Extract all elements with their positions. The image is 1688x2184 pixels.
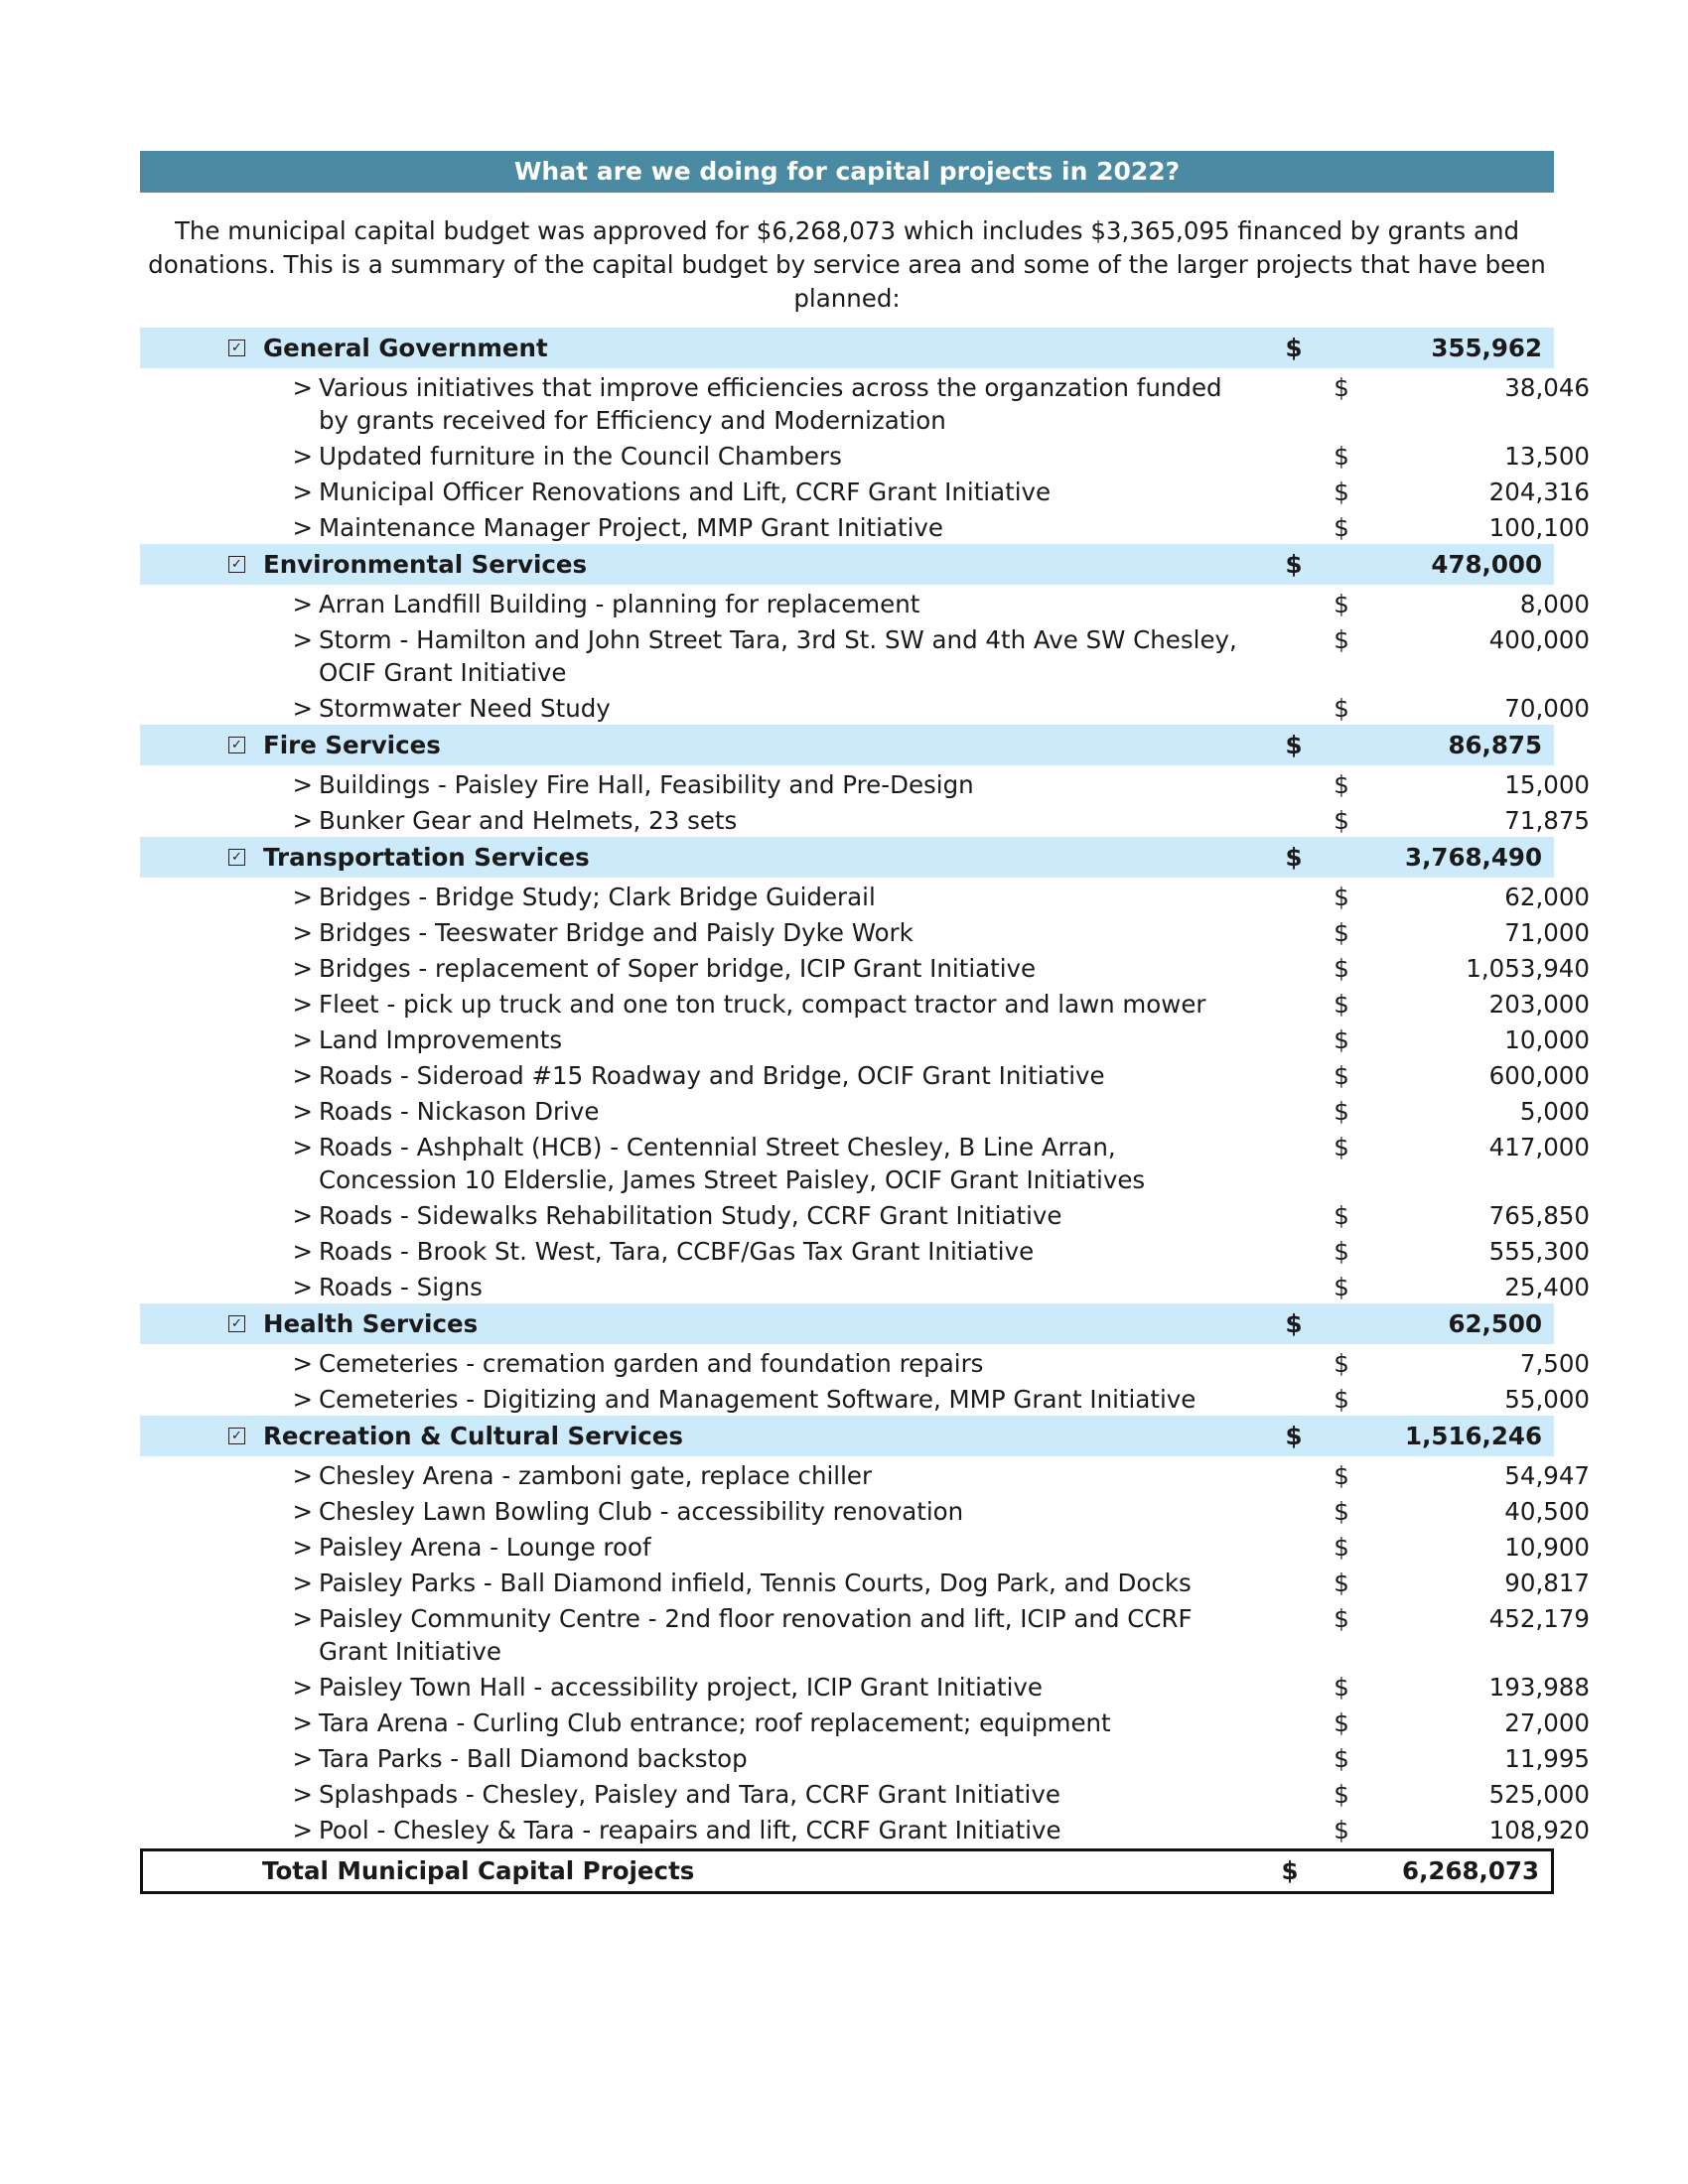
project-description: Bridges - Bridge Study; Clark Bridge Guiderail: [319, 883, 876, 911]
project-amount: 555,300: [1488, 1237, 1590, 1266]
project-amount: 525,000: [1488, 1780, 1590, 1809]
project-description: Fleet - pick up truck and one ton truck, compact tractor and lawn mower: [319, 990, 1206, 1019]
project-amount: 40,500: [1504, 1497, 1590, 1526]
project-row: [140, 473, 1590, 508]
project-row: [140, 1196, 1590, 1232]
total-spacer: [143, 1851, 262, 1892]
currency-symbol: $: [1334, 990, 1349, 1019]
intro-paragraph: The municipal capital budget was approved for $6,268,073 which includes $3,365,095 financed by grants and donations. This is a summary of the capital budget by service area and some of the larger projects that have been planned:: [148, 216, 1546, 313]
checkbox-icon: ✓: [228, 737, 245, 753]
project-description: Roads - Sidewalks Rehabilitation Study, CCRF Grant Initiative: [319, 1201, 1062, 1230]
category-amount: 1,516,246: [1405, 1422, 1542, 1450]
bullet-icon: >: [292, 990, 313, 1019]
bullet-icon: >: [292, 1133, 313, 1161]
currency-symbol: $: [1334, 770, 1349, 799]
currency-symbol: $: [1334, 1237, 1349, 1266]
currency-symbol: $: [1334, 954, 1349, 983]
bullet-icon: >: [292, 478, 313, 506]
project-row: [140, 1492, 1590, 1528]
category-row: [140, 328, 1554, 368]
currency-symbol: $: [1334, 1273, 1349, 1301]
bullet-icon: >: [292, 1673, 313, 1702]
project-description: Paisley Community Centre - 2nd floor renovation and lift, ICIP and CCRF Grant Initiative: [319, 1604, 1193, 1666]
project-description: Buildings - Paisley Fire Hall, Feasibility and Pre-Design: [319, 770, 974, 799]
category-row: [140, 1303, 1554, 1344]
project-amount: 15,000: [1504, 770, 1590, 799]
project-description: Municipal Officer Renovations and Lift, CCRF Grant Initiative: [319, 478, 1052, 506]
currency-symbol: $: [1334, 1673, 1349, 1702]
project-amount: 108,920: [1488, 1816, 1590, 1844]
bullet-icon: >: [292, 1744, 313, 1773]
bullet-icon: >: [292, 806, 313, 835]
checkbox-cell: [140, 544, 263, 585]
project-amount: 7,500: [1519, 1349, 1590, 1378]
checkbox-icon: ✓: [228, 1428, 245, 1444]
project-amount: 54,947: [1504, 1461, 1590, 1490]
page-title: What are we doing for capital projects in 2022?: [140, 151, 1554, 193]
project-row: [140, 1775, 1590, 1811]
project-amount: 10,000: [1504, 1025, 1590, 1054]
total-row: [140, 1848, 1554, 1894]
currency-symbol: $: [1334, 1533, 1349, 1562]
currency-symbol: $: [1285, 550, 1303, 579]
bullet-icon: >: [292, 1780, 313, 1809]
project-amount: 11,995: [1504, 1744, 1590, 1773]
bullet-icon: >: [292, 1497, 313, 1526]
bullet-icon: >: [292, 1201, 313, 1230]
project-amount: 8,000: [1519, 590, 1590, 618]
project-description: Chesley Lawn Bowling Club - accessibility renovation: [319, 1497, 964, 1526]
project-row: [140, 585, 1590, 620]
currency-symbol: $: [1334, 625, 1349, 654]
checkbox-icon: ✓: [228, 849, 245, 866]
category-label: Fire Services: [263, 731, 441, 759]
category-amount: 86,875: [1448, 731, 1542, 759]
project-description: Chesley Arena - zamboni gate, replace chiller: [319, 1461, 873, 1490]
project-amount: 71,000: [1504, 918, 1590, 947]
category-amount: 478,000: [1431, 550, 1542, 579]
project-amount: 203,000: [1488, 990, 1590, 1019]
bullet-icon: >: [292, 1569, 313, 1597]
bullet-icon: >: [292, 1533, 313, 1562]
category-amount: 355,962: [1431, 334, 1542, 362]
project-description: Storm - Hamilton and John Street Tara, 3rd St. SW and 4th Ave SW Chesley, OCIF Grant Initiative: [319, 625, 1237, 687]
checkbox-icon: ✓: [228, 556, 245, 573]
project-description: Various initiatives that improve efficiencies across the organzation funded by grants received for Efficiency and Modernization: [319, 373, 1222, 435]
bullet-icon: >: [292, 1349, 313, 1378]
currency-symbol: $: [1334, 1816, 1349, 1844]
project-amount: 90,817: [1504, 1569, 1590, 1597]
project-row: [140, 985, 1590, 1021]
project-amount: 193,988: [1488, 1673, 1590, 1702]
currency-symbol: $: [1334, 513, 1349, 542]
project-description: Arran Landfill Building - planning for replacement: [319, 590, 920, 618]
currency-symbol: $: [1334, 1097, 1349, 1126]
project-description: Paisley Parks - Ball Diamond infield, Tennis Courts, Dog Park, and Docks: [319, 1569, 1192, 1597]
project-row: [140, 1599, 1590, 1668]
project-row: [140, 878, 1590, 913]
project-row: [140, 913, 1590, 949]
currency-symbol: $: [1334, 1061, 1349, 1090]
project-row: [140, 437, 1590, 473]
project-row: [140, 1056, 1590, 1092]
project-amount: 62,000: [1504, 883, 1590, 911]
project-amount: 417,000: [1488, 1133, 1590, 1161]
currency-symbol: $: [1334, 1201, 1349, 1230]
total-label: Total Municipal Capital Projects: [262, 1856, 695, 1885]
checkbox-cell: [140, 1303, 263, 1344]
currency-symbol: $: [1334, 1461, 1349, 1490]
currency-symbol: $: [1285, 334, 1303, 362]
project-amount: 100,100: [1488, 513, 1590, 542]
currency-symbol: $: [1285, 731, 1303, 759]
bullet-icon: >: [292, 1385, 313, 1414]
project-row: [140, 689, 1590, 725]
project-row: [140, 1232, 1590, 1268]
project-description: Pool - Chesley & Tara - reapairs and lift, CCRF Grant Initiative: [319, 1816, 1061, 1844]
bullet-icon: >: [292, 442, 313, 471]
project-row: [140, 1021, 1590, 1056]
bullet-icon: >: [292, 373, 313, 402]
project-description: Roads - Signs: [319, 1273, 483, 1301]
bullet-icon: >: [292, 954, 313, 983]
currency-symbol: $: [1285, 1422, 1303, 1450]
currency-symbol: $: [1334, 373, 1349, 402]
category-label: Health Services: [263, 1309, 479, 1338]
project-row: [140, 1739, 1590, 1775]
project-row: [140, 949, 1590, 985]
bullet-icon: >: [292, 1708, 313, 1737]
project-description: Bridges - Teeswater Bridge and Paisly Dyke Work: [319, 918, 914, 947]
category-amount: 62,500: [1448, 1309, 1542, 1338]
checkbox-icon: ✓: [228, 1315, 245, 1332]
project-row: [140, 1268, 1590, 1303]
project-amount: 204,316: [1488, 478, 1590, 506]
project-description: Roads - Ashphalt (HCB) - Centennial Street Chesley, B Line Arran, Concession 10 Elderslie, James Street Paisley, OCIF Grant Initiatives: [319, 1133, 1146, 1194]
bullet-icon: >: [292, 513, 313, 542]
category-label: Environmental Services: [263, 550, 588, 579]
currency-symbol: $: [1334, 806, 1349, 835]
bullet-icon: >: [292, 1025, 313, 1054]
project-amount: 765,850: [1488, 1201, 1590, 1230]
category-row: [140, 544, 1554, 585]
currency-symbol: $: [1334, 1497, 1349, 1526]
currency-symbol: $: [1334, 1604, 1349, 1633]
currency-symbol: $: [1334, 694, 1349, 723]
project-description: Cemeteries - Digitizing and Management Software, MMP Grant Initiative: [319, 1385, 1196, 1414]
currency-symbol: $: [1334, 1133, 1349, 1161]
project-row: [140, 368, 1590, 437]
project-row: [140, 1380, 1590, 1416]
project-description: Tara Arena - Curling Club entrance; roof replacement; equipment: [319, 1708, 1111, 1737]
project-amount: 13,500: [1504, 442, 1590, 471]
project-amount: 71,875: [1504, 806, 1590, 835]
project-row: [140, 1344, 1590, 1380]
currency-symbol: $: [1334, 1349, 1349, 1378]
category-row: [140, 837, 1554, 878]
checkbox-icon: ✓: [228, 340, 245, 356]
project-amount: 70,000: [1504, 694, 1590, 723]
project-description: Cemeteries - cremation garden and foundation repairs: [319, 1349, 984, 1378]
project-row: [140, 1564, 1590, 1599]
currency-symbol: $: [1334, 442, 1349, 471]
currency-symbol: $: [1285, 843, 1303, 872]
project-description: Bunker Gear and Helmets, 23 sets: [319, 806, 738, 835]
bullet-icon: >: [292, 883, 313, 911]
bullet-icon: >: [292, 770, 313, 799]
bullet-icon: >: [292, 1461, 313, 1490]
project-row: [140, 1668, 1590, 1704]
bullet-icon: >: [292, 1816, 313, 1844]
project-description: Paisley Arena - Lounge roof: [319, 1533, 651, 1562]
currency-symbol: $: [1334, 1569, 1349, 1597]
capital-projects-page: [140, 151, 1590, 1894]
project-description: Stormwater Need Study: [319, 694, 611, 723]
project-row: [140, 1704, 1590, 1739]
project-description: Roads - Nickason Drive: [319, 1097, 600, 1126]
project-row: [140, 1528, 1590, 1564]
bullet-icon: >: [292, 918, 313, 947]
project-amount: 452,179: [1488, 1604, 1590, 1633]
bullet-icon: >: [292, 1273, 313, 1301]
project-row: [140, 1092, 1590, 1128]
currency-symbol: $: [1281, 1856, 1299, 1885]
currency-symbol: $: [1334, 883, 1349, 911]
currency-symbol: $: [1334, 1025, 1349, 1054]
project-row: [140, 620, 1590, 689]
currency-symbol: $: [1334, 1708, 1349, 1737]
project-description: Land Improvements: [319, 1025, 563, 1054]
project-description: Updated furniture in the Council Chambers: [319, 442, 842, 471]
project-description: Tara Parks - Ball Diamond backstop: [319, 1744, 748, 1773]
project-description: Roads - Sideroad #15 Roadway and Bridge, OCIF Grant Initiative: [319, 1061, 1105, 1090]
project-amount: 5,000: [1519, 1097, 1590, 1126]
total-amount: 6,268,073: [1402, 1856, 1539, 1885]
project-row: [140, 801, 1590, 837]
bullet-icon: >: [292, 625, 313, 654]
checkbox-cell: [140, 1416, 263, 1456]
category-label: Transportation Services: [263, 843, 590, 872]
project-amount: 25,400: [1504, 1273, 1590, 1301]
category-row: [140, 725, 1554, 765]
project-row: [140, 1456, 1590, 1492]
project-description: Roads - Brook St. West, Tara, CCBF/Gas Tax Grant Initiative: [319, 1237, 1035, 1266]
bullet-icon: >: [292, 590, 313, 618]
currency-symbol: $: [1334, 478, 1349, 506]
project-amount: 10,900: [1504, 1533, 1590, 1562]
bullet-icon: >: [292, 1097, 313, 1126]
project-row: [140, 765, 1590, 801]
project-amount: 400,000: [1488, 625, 1590, 654]
category-label: General Government: [263, 334, 548, 362]
project-row: [140, 1811, 1590, 1846]
currency-symbol: $: [1334, 1780, 1349, 1809]
bullet-icon: >: [292, 1061, 313, 1090]
currency-symbol: $: [1334, 1744, 1349, 1773]
project-row: [140, 508, 1590, 544]
currency-symbol: $: [1285, 1309, 1303, 1338]
project-amount: 27,000: [1504, 1708, 1590, 1737]
project-description: Paisley Town Hall - accessibility project, ICIP Grant Initiative: [319, 1673, 1043, 1702]
project-description: Splashpads - Chesley, Paisley and Tara, CCRF Grant Initiative: [319, 1780, 1060, 1809]
bullet-icon: >: [292, 1604, 313, 1633]
category-row: [140, 1416, 1554, 1456]
project-row: [140, 1128, 1590, 1196]
bullet-icon: >: [292, 694, 313, 723]
checkbox-cell: [140, 837, 263, 878]
project-description: Maintenance Manager Project, MMP Grant Initiative: [319, 513, 943, 542]
currency-symbol: $: [1334, 590, 1349, 618]
project-description: Bridges - replacement of Soper bridge, ICIP Grant Initiative: [319, 954, 1037, 983]
project-amount: 55,000: [1504, 1385, 1590, 1414]
currency-symbol: $: [1334, 1385, 1349, 1414]
project-amount: 1,053,940: [1466, 954, 1590, 983]
category-amount: 3,768,490: [1405, 843, 1542, 872]
checkbox-cell: [140, 328, 263, 368]
project-amount: 38,046: [1504, 373, 1590, 402]
checkbox-cell: [140, 725, 263, 765]
project-amount: 600,000: [1488, 1061, 1590, 1090]
budget-table: [140, 328, 1590, 1894]
bullet-icon: >: [292, 1237, 313, 1266]
category-label: Recreation & Cultural Services: [263, 1422, 683, 1450]
currency-symbol: $: [1334, 918, 1349, 947]
